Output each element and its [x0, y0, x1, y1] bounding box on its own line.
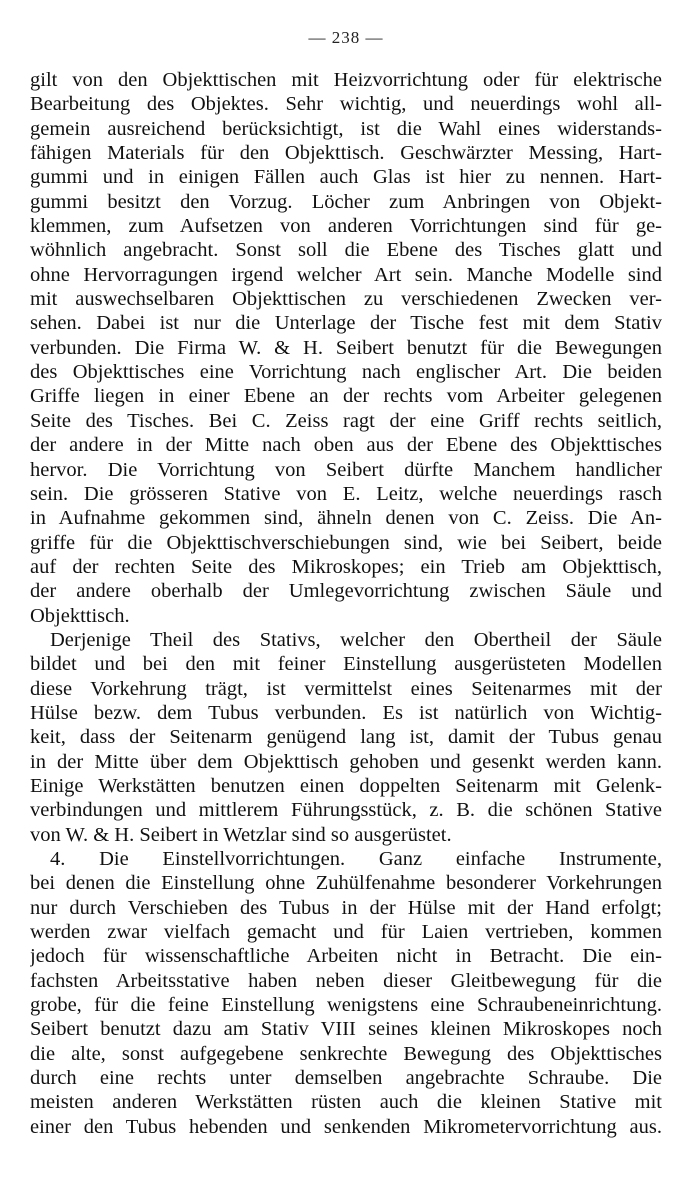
- text-line: hervor. Die Vorrichtung von Seibert dürfte Manchem handlicher: [30, 458, 662, 481]
- text-line: durch eine rechts unter demselben angebrachte Schraube. Die: [30, 1067, 662, 1090]
- text-line: 4. Die Einstellvorrichtungen. Ganz einfache Instrumente,: [50, 848, 662, 870]
- document-page: [30, 28, 662, 1178]
- text-line: von W. & H. Seibert in Wetzlar sind so ausgerüstet.: [30, 823, 452, 846]
- text-line: Seite des Tisches. Bei C. Zeiss ragt der eine Griff rechts seitlich,: [30, 409, 662, 432]
- text-line: bei denen die Einstellung ohne Zuhülfenahme besonderer Vorkehrungen: [30, 872, 662, 895]
- text-line: griffe für die Objekttischverschiebungen sind, wie bei Seibert, beide: [30, 531, 662, 554]
- text-line: wöhnlich angebracht. Sonst soll die Ebene des Tisches glatt und: [30, 239, 662, 262]
- text-line: ohne Hervorragungen irgend welcher Art sein. Manche Modelle sind: [30, 263, 662, 286]
- text-line: Griffe liegen in einer Ebene an der rechts vom Arbeiter gelegenen: [30, 385, 662, 408]
- text-line: meisten anderen Werkstätten rüsten auch die kleinen Stative mit: [30, 1091, 662, 1114]
- text-line: der andere oberhalb der Umlegevorrichtung zwischen Säule und: [30, 580, 662, 603]
- text-line: des Objekttisches eine Vorrichtung nach englischer Art. Die beiden: [30, 361, 662, 384]
- text-line: fähigen Materials für den Objekttisch. Geschwärzter Messing, Hart-: [30, 142, 662, 165]
- text-line: Einige Werkstätten benutzen einen doppelten Seitenarm mit Gelenk-: [30, 774, 662, 797]
- text-line: in Aufnahme gekommen sind, ähneln denen von C. Zeiss. Die An-: [30, 507, 662, 530]
- text-line: jedoch für wissenschaftliche Arbeiten nicht in Betracht. Die ein-: [30, 945, 662, 968]
- text-line: auf der rechten Seite des Mikroskopes; ein Trieb am Objekttisch,: [30, 555, 662, 578]
- text-line: verbunden. Die Firma W. & H. Seibert benutzt für die Bewegungen: [30, 336, 662, 359]
- text-line: Seibert benutzt dazu am Stativ VIII seines kleinen Mikroskopes noch: [30, 1018, 662, 1041]
- text-line: in der Mitte über dem Objekttisch gehoben und gesenkt werden kann.: [30, 750, 662, 773]
- text-line: Derjenige Theil des Stativs, welcher den Obertheil der Säule: [50, 628, 662, 651]
- text-line: gummi besitzt den Vorzug. Löcher zum Anbringen von Objekt-: [30, 190, 662, 213]
- body-text: [30, 68, 662, 1139]
- text-line: klemmen, zum Aufsetzen von anderen Vorrichtungen sind für ge-: [30, 215, 662, 238]
- text-line: einer den Tubus hebenden und senkenden Mikrometervorrichtung aus.: [30, 1115, 662, 1138]
- text-line: grobe, für die feine Einstellung wenigstens eine Schraubeneinrichtung.: [30, 994, 662, 1017]
- text-line: Hülse bezw. dem Tubus verbunden. Es ist natürlich von Wichtig-: [30, 701, 662, 724]
- text-line: nur durch Verschieben des Tubus in der Hülse mit der Hand erfolgt;: [30, 896, 662, 919]
- text-line: sehen. Dabei ist nur die Unterlage der Tische fest mit dem Stativ: [30, 312, 662, 335]
- text-line: werden zwar vielfach gemacht und für Laien vertrieben, kommen: [30, 921, 662, 944]
- text-line: verbindungen und mittlerem Führungsstück, z. B. die schönen Stative: [30, 799, 662, 822]
- text-line: die alte, sonst aufgegebene senkrechte Bewegung des Objekttisches: [30, 1042, 662, 1065]
- text-line: sein. Die grösseren Stative von E. Leitz, welche neuerdings rasch: [30, 482, 662, 505]
- text-line: fachsten Arbeitsstative haben neben dieser Gleitbewegung für die: [30, 969, 662, 992]
- text-line: Objekttisch.: [30, 604, 130, 627]
- text-line: bildet und bei den mit feiner Einstellung ausgerüsteten Modellen: [30, 653, 662, 676]
- text-line: gilt von den Objekttischen mit Heizvorrichtung oder für elektrische: [30, 69, 662, 91]
- page-number: — 238 —: [308, 28, 384, 47]
- text-line: Bearbeitung des Objektes. Sehr wichtig, und neuerdings wohl all-: [30, 93, 662, 116]
- text-line: der andere in der Mitte nach oben aus der Ebene des Objekttisches: [30, 434, 662, 457]
- text-line: gemein ausreichend berücksichtigt, ist die Wahl eines widerstands-: [30, 117, 662, 140]
- text-line: diese Vorkehrung trägt, ist vermittelst eines Seitenarmes mit der: [30, 677, 662, 700]
- text-line: mit auswechselbaren Objekttischen zu verschiedenen Zwecken ver-: [30, 288, 662, 311]
- text-line: keit, dass der Seitenarm genügend lang ist, damit der Tubus genau: [30, 726, 662, 749]
- text-line: gummi und in einigen Fällen auch Glas ist hier zu nennen. Hart-: [30, 166, 662, 189]
